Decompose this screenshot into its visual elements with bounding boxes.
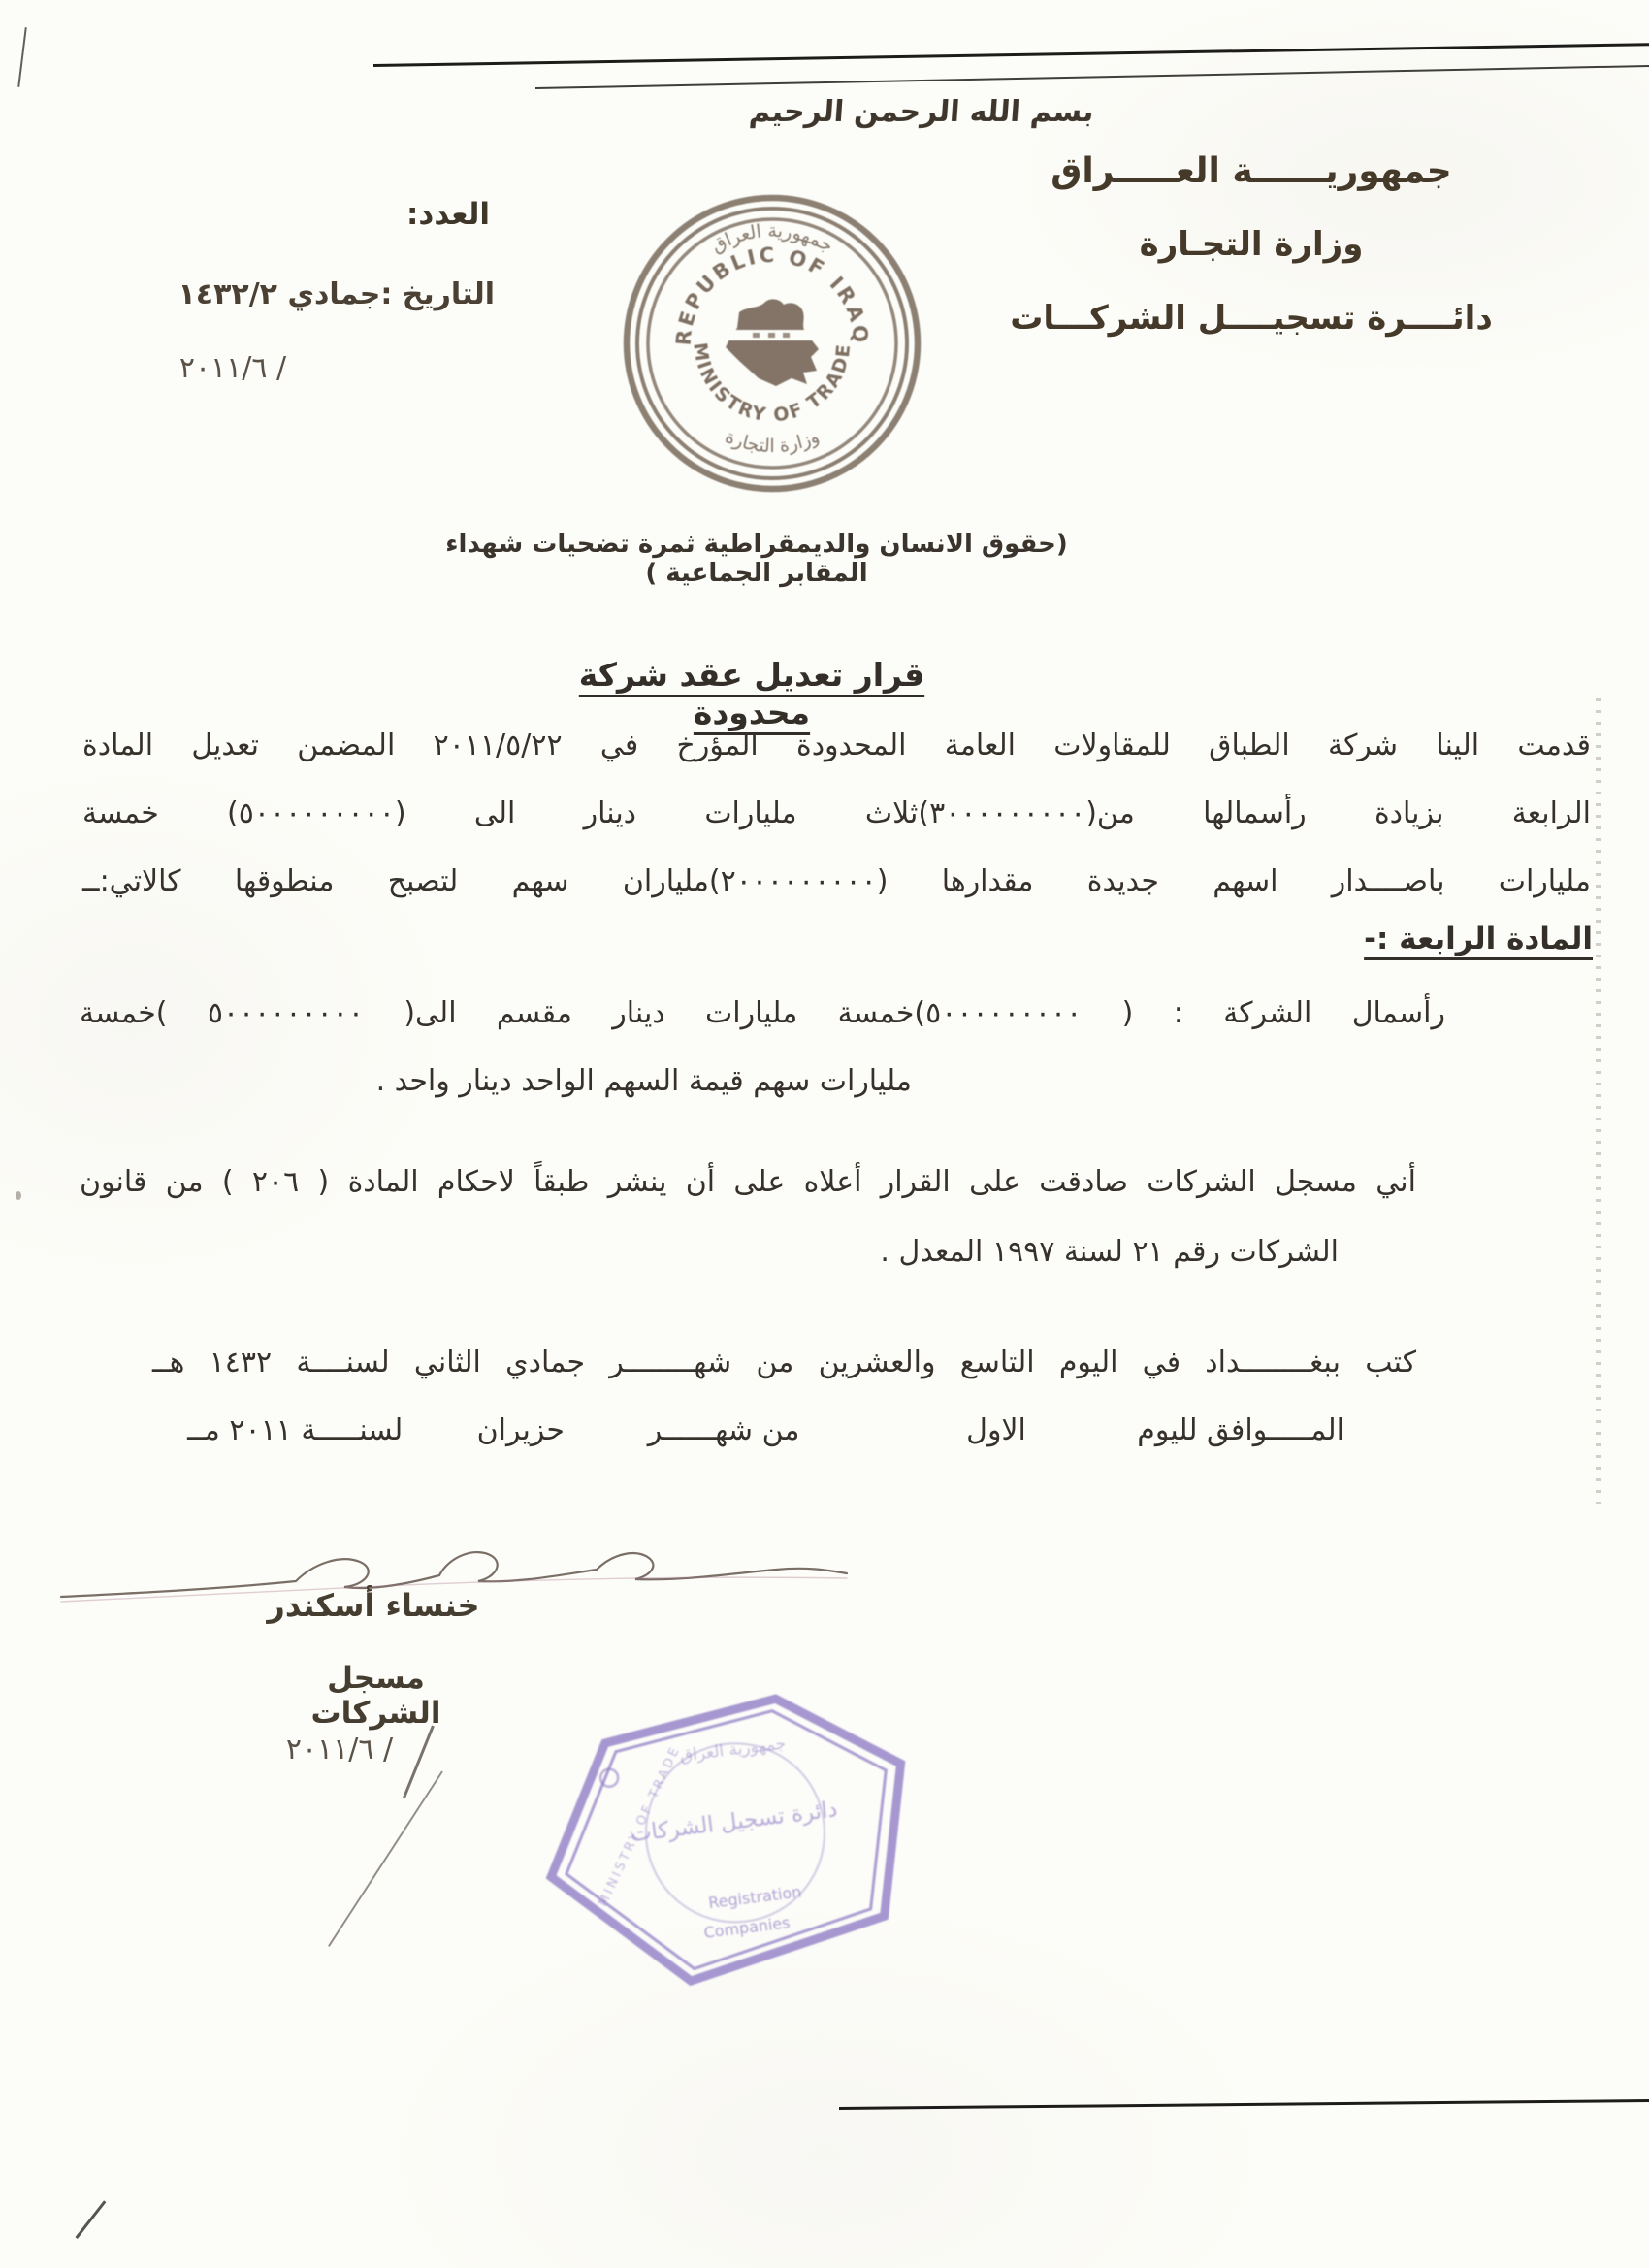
intro-paragraph-line-3: مليارات باصــــدار اسهم جديدة مقدارها (٢٠٠٠٠٠٠٠٠٠)ملياران سهم لتصبح منطوقها كالاتي:ــ (82, 864, 1591, 898)
intro-paragraph-line-1: قدمت الينا شركة الطباق للمقاولات العامة المحدودة المؤرخ في ٢٠١١/٥/٢٢ المضمن تعديل المادة (82, 729, 1591, 762)
stamp-english-side-text: MINISTRY OF TRADE (596, 1743, 684, 1909)
letterhead-ministry: وزارة التجـارة (1139, 225, 1364, 264)
scan-artifact-top-line-1 (373, 43, 1649, 67)
scan-artifact-bottom-line (839, 2099, 1649, 2110)
seal-english-bottom-text: MINISTRY OF TRADE (689, 340, 856, 427)
seal-arabic-top-text: جمهورية العراق (707, 220, 837, 257)
bismillah-line: بسم الله الرحمن الرحيم (748, 95, 1095, 129)
stamp-arabic-top-text: جمهورية العراق (678, 1733, 788, 1766)
article-four-line-2: مليارات سهم قيمة السهم الواحد دينار واحد . (375, 1064, 912, 1098)
slogan-line: (حقوق الانسان والديمقراطية ثمرة تضحيات شهداء المقابر الجماعية ) (445, 530, 1068, 588)
scan-artifact-left-speck (16, 1191, 21, 1200)
scan-artifact-top-line-2 (535, 65, 1649, 89)
document-date-line: التاريخ :جمادي ١٤٣٢/٢ (178, 277, 495, 311)
stamp-english-registration-text: Registration (707, 1882, 803, 1913)
letterhead-republic: جمهوريــــــة العـــــراق (1051, 151, 1452, 191)
ministry-of-trade-seal (615, 186, 929, 501)
handwritten-diagonal-stroke (328, 1770, 443, 1946)
document-date-value: ٢٠١١/٦ / (178, 351, 287, 385)
letterhead-department: دائــــرة تسجيــــل الشركـــات (1010, 299, 1493, 338)
seal-arabic-bottom-text: وزارة التجارة (722, 425, 823, 458)
article-four-line-1: رأسمال الشركة : ( ٥٠٠٠٠٠٠٠٠٠)خمسة مليارات دينار مقسم الى( ٥٠٠٠٠٠٠٠٠٠ )خمسة (80, 996, 1445, 1030)
companies-registration-stamp (520, 1673, 941, 2010)
article-four-heading: المادة الرابعة :- (1364, 922, 1593, 956)
registrar-signature-scrawl (53, 1525, 858, 1641)
document-number-label: العدد: (406, 197, 490, 232)
scan-artifact-bottomleft-tick (75, 2200, 106, 2238)
dating-line-2: المـــــوافق لليوم الاول من شهــــــر حزيران لسنـــــة ٢٠١١ مــ (187, 1413, 1344, 1447)
iraq-map-icon (724, 299, 821, 386)
stamp-outer-hexagon (533, 1685, 923, 1996)
scan-artifact-topleft-tick (17, 27, 27, 87)
signature-date: ٢٠١١/٦ / (285, 1733, 394, 1766)
scan-noise-column (1596, 698, 1601, 1504)
intro-paragraph-line-2: الرابعة بزيادة رأسمالها من(٣٠٠٠٠٠٠٠٠٠)ثلاث مليارات دينار الى (٥٠٠٠٠٠٠٠٠٠) خمسة (82, 796, 1591, 830)
ratification-line-2: الشركات رقم ٢١ لسنة ١٩٩٧ المعدل . (880, 1235, 1339, 1269)
dating-line-1: كتب ببغــــــــداد في اليوم التاسع والعشرين من شهــــــــر جمادي الثاني لسنــــة ١٤٣٢ هــ (152, 1345, 1416, 1379)
svg-text:وزارة التجارة (722, 426, 822, 457)
stamp-english-companies-text: Companies (702, 1913, 792, 1942)
signatory-name: خنساء أسكندر (267, 1587, 480, 1624)
stamp-arabic-center-text: دائرة تسجيل الشركات (629, 1797, 839, 1848)
signatory-title: مسجل الشركات (310, 1661, 441, 1731)
ratification-line-1: أني مسجل الشركات صادقت على القرار أعلاه على أن ينشر طبقاً لاحكام المادة ( ٢٠٦ ) من قانون (80, 1165, 1416, 1199)
seal-english-top-text: REPUBLIC OF IRAQ (671, 243, 873, 347)
decision-title: قرار تعديل عقد شركة محدودة (578, 656, 925, 731)
